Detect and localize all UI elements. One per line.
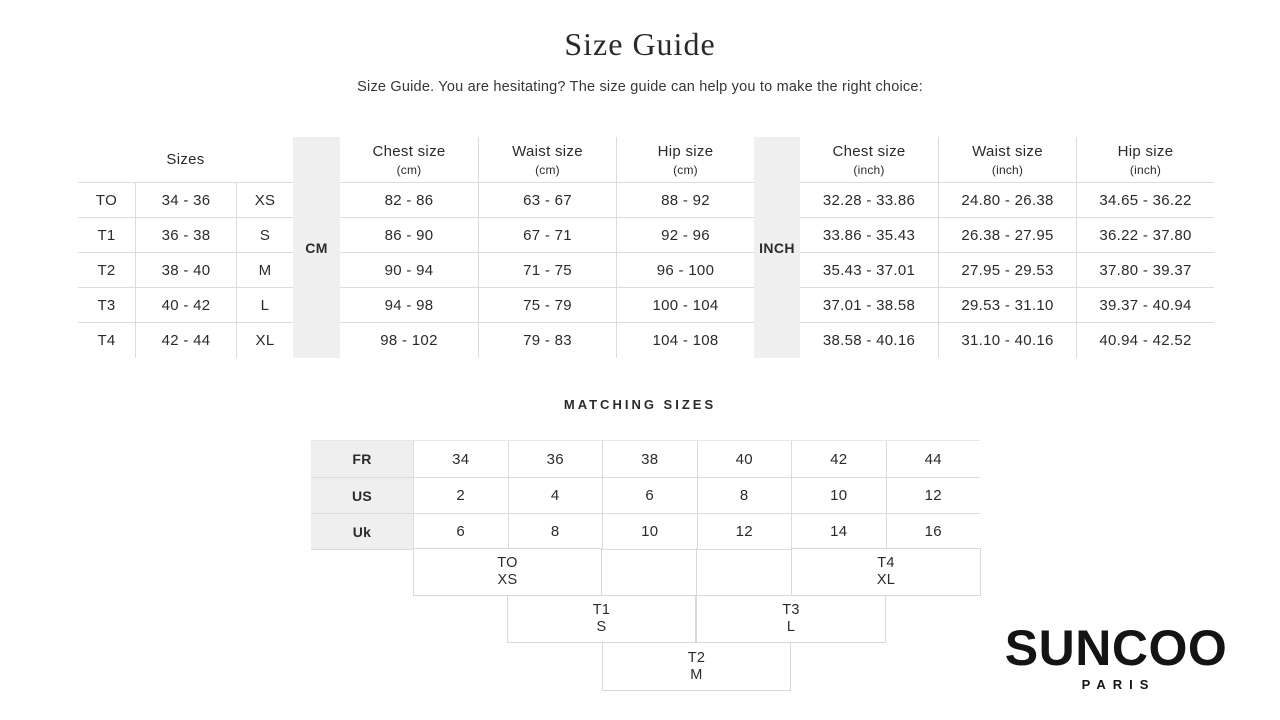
bracket-size: M xyxy=(690,666,703,683)
uk-size: 8 xyxy=(508,513,603,549)
waist-inch: 26.38 - 27.95 xyxy=(938,217,1076,252)
fr-range: 36 - 38 xyxy=(135,217,236,252)
intl-size: XS xyxy=(236,182,293,217)
waist-cm: 79 - 83 xyxy=(478,322,616,358)
hip-inch: 40.94 - 42.52 xyxy=(1076,322,1214,358)
chest-inch-header xyxy=(800,137,938,182)
bracket-code: TO xyxy=(497,555,518,571)
hip-inch: 39.37 - 40.94 xyxy=(1076,287,1214,322)
column-title: Hip size xyxy=(657,142,714,160)
intl-size: XL xyxy=(236,322,293,358)
bracket-code: T4 xyxy=(877,555,895,571)
uk-size: 14 xyxy=(791,513,886,549)
hip-cm: 92 - 96 xyxy=(616,217,754,252)
waist-cm: 67 - 71 xyxy=(478,217,616,252)
uk-size: 10 xyxy=(602,513,697,549)
bracket-code: T3 xyxy=(782,602,800,618)
hip-cm: 88 - 92 xyxy=(616,182,754,217)
chest-cm-header xyxy=(340,137,478,182)
region-label: Uk xyxy=(311,513,413,549)
column-unit: (cm) xyxy=(535,162,560,177)
column-title: Chest size xyxy=(372,142,446,160)
hip-cm: 96 - 100 xyxy=(616,252,754,287)
waist-inch: 24.80 - 26.38 xyxy=(938,182,1076,217)
bracket-t1-s xyxy=(507,595,696,643)
chest-inch: 35.43 - 37.01 xyxy=(800,252,938,287)
us-size: 6 xyxy=(602,477,697,513)
fr-size: 34 xyxy=(413,441,508,477)
bracket-size: XS xyxy=(497,572,518,588)
fr-range: 40 - 42 xyxy=(135,287,236,322)
hip-cm: 104 - 108 xyxy=(616,322,754,358)
bracket-to-xs xyxy=(413,548,602,596)
chest-cm: 90 - 94 xyxy=(340,252,478,287)
fr-size: 36 xyxy=(508,441,603,477)
bracket-size: L xyxy=(786,619,796,635)
hip-inch: 37.80 - 39.37 xyxy=(1076,252,1214,287)
chest-cm: 82 - 86 xyxy=(340,182,478,217)
bracket-size: XL xyxy=(876,572,896,588)
cm-strip-label: CM xyxy=(293,137,340,358)
inch-strip-label: INCH xyxy=(754,137,800,358)
region-label: FR xyxy=(311,441,413,477)
bracket-t3-l xyxy=(696,595,886,643)
waist-cm: 63 - 67 xyxy=(478,182,616,217)
brand-name: SUNCOO xyxy=(1004,620,1228,676)
bracket-t2-m xyxy=(602,642,791,691)
size-table xyxy=(78,137,1214,358)
bracket-size: S xyxy=(596,619,607,635)
size-code: T4 xyxy=(78,322,135,358)
chest-inch: 38.58 - 40.16 xyxy=(800,322,938,358)
fr-range: 38 - 40 xyxy=(135,252,236,287)
column-unit: (cm) xyxy=(396,162,422,177)
fr-range: 34 - 36 xyxy=(135,182,236,217)
chest-cm: 98 - 102 xyxy=(340,322,478,358)
column-title: Hip size xyxy=(1117,142,1174,160)
hip-inch: 36.22 - 37.80 xyxy=(1076,217,1214,252)
bracket-code: T1 xyxy=(592,602,611,618)
column-unit: (inch) xyxy=(853,162,885,177)
waist-cm: 75 - 79 xyxy=(478,287,616,322)
hip-inch-header xyxy=(1076,137,1214,182)
column-unit: (inch) xyxy=(991,162,1024,177)
waist-inch-header xyxy=(938,137,1076,182)
fr-size: 38 xyxy=(602,441,697,477)
uk-size: 16 xyxy=(886,513,981,549)
sizes-header: Sizes xyxy=(166,151,205,168)
column-title: Chest size xyxy=(832,142,906,160)
column-title: Waist size xyxy=(512,142,583,160)
chest-inch: 32.28 - 33.86 xyxy=(800,182,938,217)
intl-size: L xyxy=(236,287,293,322)
us-size: 2 xyxy=(413,477,508,513)
fr-size: 44 xyxy=(886,441,981,477)
bracket-divider xyxy=(696,548,697,596)
uk-size: 6 xyxy=(413,513,508,549)
chest-cm: 94 - 98 xyxy=(340,287,478,322)
column-unit: (inch) xyxy=(1129,162,1162,177)
hip-cm-header xyxy=(616,137,754,182)
waist-cm-header xyxy=(478,137,616,182)
waist-inch: 31.10 - 40.16 xyxy=(938,322,1076,358)
matching-sizes-table xyxy=(311,440,980,550)
page-title: Size Guide xyxy=(564,26,716,62)
fr-range: 42 - 44 xyxy=(135,322,236,358)
waist-cm: 71 - 75 xyxy=(478,252,616,287)
us-size: 10 xyxy=(791,477,886,513)
intl-size: M xyxy=(236,252,293,287)
brand-logo xyxy=(1000,620,1232,692)
page-subtitle: Size Guide. You are hesitating? The size guide can help you to make the right choice: xyxy=(357,79,923,95)
size-code: T2 xyxy=(78,252,135,287)
region-label: US xyxy=(311,477,413,513)
fr-size: 42 xyxy=(791,441,886,477)
hip-inch: 34.65 - 36.22 xyxy=(1076,182,1214,217)
uk-size: 12 xyxy=(697,513,792,549)
waist-inch: 27.95 - 29.53 xyxy=(938,252,1076,287)
us-size: 4 xyxy=(508,477,603,513)
us-size: 8 xyxy=(697,477,792,513)
column-unit: (cm) xyxy=(673,162,698,177)
chest-inch: 37.01 - 38.58 xyxy=(800,287,938,322)
matching-sizes-heading: MATCHING SIZES xyxy=(563,397,717,412)
fr-size: 40 xyxy=(697,441,792,477)
chest-cm: 86 - 90 xyxy=(340,217,478,252)
size-code: TO xyxy=(78,182,135,217)
brand-city: PARIS xyxy=(1081,677,1156,692)
size-code: T3 xyxy=(78,287,135,322)
size-code: T1 xyxy=(78,217,135,252)
waist-inch: 29.53 - 31.10 xyxy=(938,287,1076,322)
us-size: 12 xyxy=(886,477,981,513)
intl-size: S xyxy=(236,217,293,252)
bracket-code: T2 xyxy=(687,649,706,666)
bracket-t4-xl xyxy=(791,548,981,596)
column-title: Waist size xyxy=(972,142,1043,160)
hip-cm: 100 - 104 xyxy=(616,287,754,322)
chest-inch: 33.86 - 35.43 xyxy=(800,217,938,252)
